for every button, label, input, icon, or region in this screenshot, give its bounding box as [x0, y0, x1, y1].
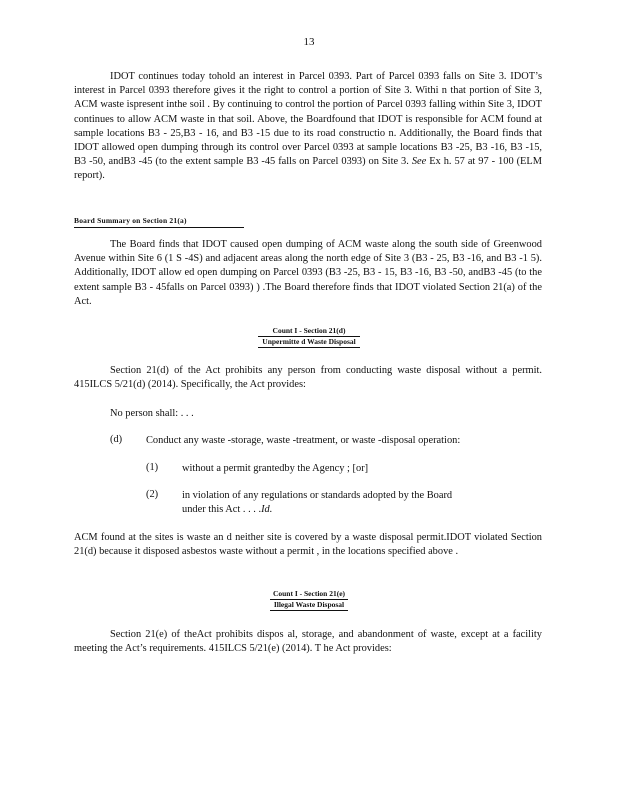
paragraph-idot-interest	[74, 70, 542, 184]
paragraph-section-21e: Section 21(e) of theAct prohibits dispos al, storage, and abandonment of waste, except at a facility meeting the Act’s requirements. 415ILCS 5/21(e) (2014). T he Act provides:	[74, 629, 542, 655]
id-citation: Id.	[261, 504, 273, 515]
heading-text: Board Summary on Section 21(a)	[74, 216, 244, 228]
count-subtitle: Unpermitte d Waste Disposal	[258, 336, 359, 348]
paragraph-acm-waste: ACM found at the sites is waste an d neither site is covered by a waste disposal permit.IDOT violated Section 21(d) because it disposed asbestos waste without a permit , in the locations specified above .	[74, 532, 542, 558]
count-title: Count I - Section 21(e)	[272, 589, 346, 598]
paragraph-board-findings: The Board finds that IDOT caused open dumping of ACM waste along the south side of Greenwood Avenue within Site 6 (1 S -4S) and adjacent areas along the north edge of Site 3 (B3 - 25, B3 -16, and B3 -1 5). Additionally, IDOT allow ed open dumping on Parcel 0393 (B3 -25, B3 - 15, B3 -16, B3 -50, andB3 -45 (to the extent sample B3 - 45falls on Parcel 0393) ) .The Board therefore finds that IDOT violated Section 21(a) of the Act.	[74, 239, 542, 307]
count-heading-21e	[0, 589, 618, 611]
item-d-label: (d)	[110, 434, 123, 445]
item-2-text-continued	[182, 503, 272, 517]
item-1-label: (1)	[146, 462, 159, 473]
count-title: Count I - Section 21(d)	[272, 326, 346, 335]
section-heading-board-summary	[74, 216, 244, 228]
item-2-text: in violation of any regulations or standards adopted by the Board	[182, 490, 453, 501]
citation-text: Ex h. 57 at 97 - 100 (ELM report).	[74, 156, 542, 182]
item-1-text: without a permit grantedby the Agency ; [or]	[182, 463, 369, 474]
see-signal: See	[411, 156, 427, 168]
paragraph-text: IDOT continues today tohold an interest in Parcel 0393. Part of Parcel 0393 falls on Site 3. IDOT’s interest in Parcel 0393 therefore gives it the right to control a portion of Site 3. Withi n that portion of Site 3, ACM waste ispresent inthe soil . By continuing to control the portion of Parcel 0393 falling within Site 3, IDOT continues to allow ACM waste in that soil. Above, the Boardfound that IDOT is responsible for ACM found at sample locations B3 - 25,B3 - 16, and B3 -15 due to its road constructio n. Additionally, the Board finds that IDOT allowed open dumping through its control over Parcel 0393 at sample locations B3 -25, B3 -16, B3 -15, B3 -50, andB3 -45 (to the extent sample B3 -45 falls on Parcel 0393) on Site 3.	[74, 71, 542, 168]
item-2-label: (2)	[146, 489, 159, 500]
page-number: 13	[303, 36, 315, 48]
count-heading-21d	[0, 326, 618, 348]
item-d-text: Conduct any waste -storage, waste -treatment, or waste -disposal operation:	[146, 435, 461, 446]
quote-no-person: No person shall: . . .	[110, 408, 194, 419]
count-subtitle: Illegal Waste Disposal	[270, 599, 348, 611]
item-2-text-b: under this Act . . . .	[182, 504, 262, 515]
paragraph-section-21d: Section 21(d) of the Act prohibits any person from conducting waste disposal without a permit. 415ILCS 5/21(d) (2014). Specifically, the Act provides:	[74, 365, 542, 391]
